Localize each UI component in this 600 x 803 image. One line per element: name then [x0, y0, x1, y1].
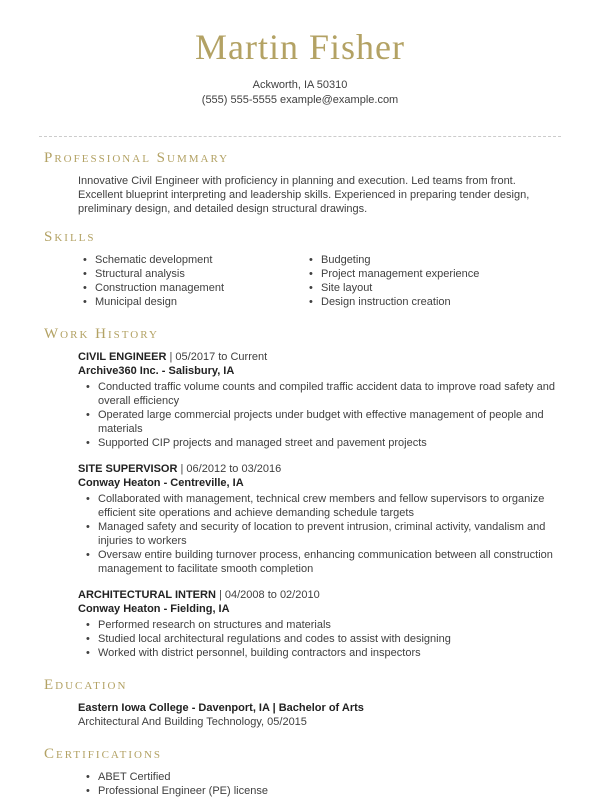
skills-heading: Skills	[44, 229, 96, 245]
summary-heading: Professional Summary	[44, 150, 230, 166]
job-duties-list	[85, 492, 556, 576]
job-dates: 04/2008 to 02/2010	[224, 589, 320, 601]
job-duties-list	[85, 618, 556, 660]
job-duty: • Operated large commercial projects under budget with effective management of people and materials	[85, 408, 556, 436]
job-duty: • Supported CIP projects and managed street and pavement projects	[85, 436, 556, 450]
skill-item: • Design instruction creation	[308, 295, 534, 309]
job-separator: |	[180, 463, 184, 475]
job-duty: • Collaborated with management, technical crew members and fellow supervisors to organize efficient site operations and achieve demanding schedule targets	[85, 492, 556, 520]
contact-phone-email: (555) 555-5555 example@example.com	[201, 94, 399, 106]
skills-column-right	[308, 253, 534, 309]
skill-item: • Project management experience	[308, 267, 534, 281]
job-entry	[78, 588, 556, 660]
job-title-line	[78, 462, 556, 476]
certifications-list	[85, 770, 556, 798]
job-separator: |	[218, 589, 222, 601]
job-duty: • Studied local architectural regulations and codes to assist with designing	[85, 632, 556, 646]
job-duties-list	[85, 380, 556, 450]
skill-item: • Construction management	[82, 281, 308, 295]
skill-item: • Schematic development	[82, 253, 308, 267]
job-dates: 06/2012 to 03/2016	[186, 463, 282, 475]
job-duty: • Conducted traffic volume counts and compiled traffic accident data to improve road safety and overall efficiency	[85, 380, 556, 408]
candidate-name: Martin Fisher	[195, 27, 405, 67]
job-dates: 05/2017 to Current	[175, 351, 268, 363]
certification-item: • Professional Engineer (PE) license	[85, 784, 556, 798]
skill-item: • Budgeting	[308, 253, 534, 267]
skill-item: • Structural analysis	[82, 267, 308, 281]
job-title: ARCHITECTURAL INTERN	[78, 589, 216, 601]
resume-header	[44, 27, 556, 108]
summary-text: Innovative Civil Engineer with proficiency in planning and execution. Led teams from front. Excellent blueprint interpreting and leadership skills. Experienced in preparing tender design, preliminary design, and detailed design structural drawings.	[78, 175, 530, 215]
section-education	[44, 677, 556, 729]
contact-info	[44, 78, 556, 108]
job-title: CIVIL ENGINEER	[78, 351, 167, 363]
job-separator: |	[169, 351, 173, 363]
job-company: Archive360 Inc. - Salisbury, IA	[78, 365, 235, 377]
section-work-history	[44, 326, 556, 660]
job-entry	[78, 350, 556, 450]
skill-item: • Municipal design	[82, 295, 308, 309]
education-heading: Education	[44, 677, 128, 693]
job-title-line	[78, 350, 556, 364]
dashed-divider	[39, 136, 561, 137]
skill-item: • Site layout	[308, 281, 534, 295]
education-detail-line: Architectural And Building Technology, 05/2015	[78, 716, 307, 728]
education-entry	[78, 701, 556, 729]
contact-address: Ackworth, IA 50310	[252, 79, 348, 91]
job-entry	[78, 462, 556, 576]
job-title-line	[78, 588, 556, 602]
job-company: Conway Heaton - Fielding, IA	[78, 603, 230, 615]
skills-column-left	[82, 253, 308, 309]
job-duty: • Managed safety and security of location to prevent intrusion, criminal activity, vandalism and injuries to workers	[85, 520, 556, 548]
section-certifications	[44, 746, 556, 798]
work-history-heading: Work History	[44, 326, 159, 342]
job-company: Conway Heaton - Centreville, IA	[78, 477, 244, 489]
job-title: SITE SUPERVISOR	[78, 463, 178, 475]
certification-item: • ABET Certified	[85, 770, 556, 784]
education-school-line: Eastern Iowa College - Davenport, IA | Bachelor of Arts	[78, 702, 364, 714]
section-skills	[44, 229, 556, 309]
job-duty: • Worked with district personnel, building contractors and inspectors	[85, 646, 556, 660]
section-professional-summary	[44, 150, 556, 216]
job-duty: • Performed research on structures and materials	[85, 618, 556, 632]
job-duty: • Oversaw entire building turnover process, enhancing communication between all construction management to facilitate smooth completion	[85, 548, 556, 576]
certifications-heading: Certifications	[44, 746, 163, 762]
resume-page	[0, 27, 600, 803]
skills-columns	[82, 253, 556, 309]
